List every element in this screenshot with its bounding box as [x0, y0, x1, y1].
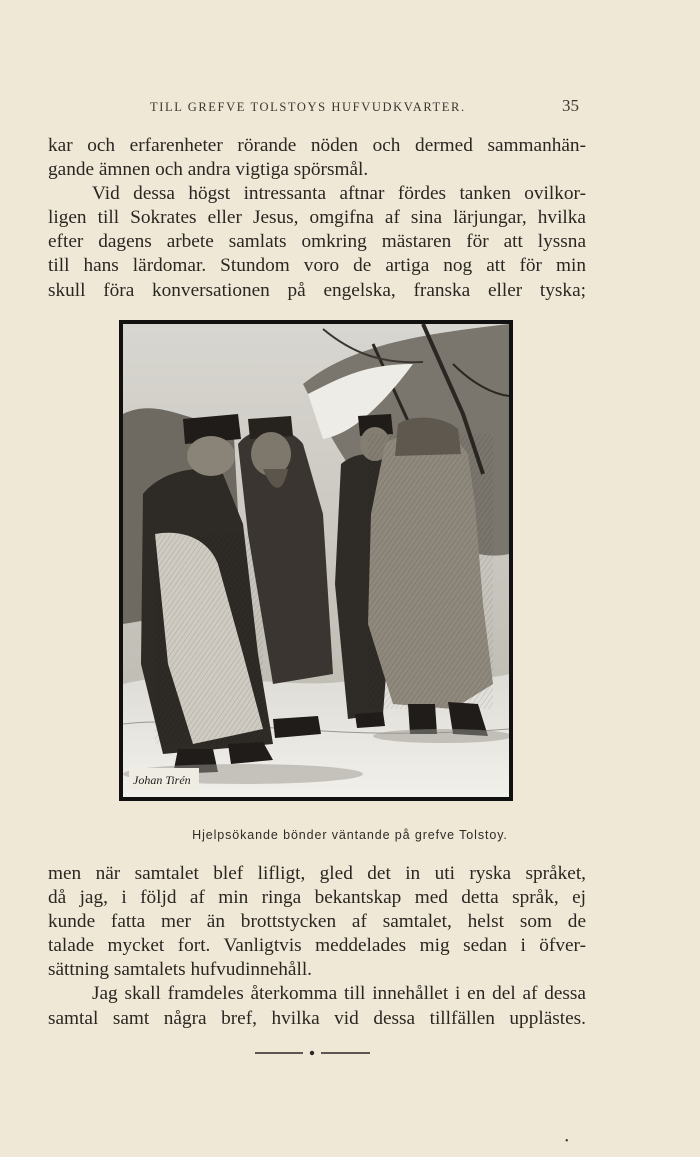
- text-line: skull föra konversationen på engelska, franska eller tyska;: [48, 279, 586, 301]
- text-line: till hans lärdomar. Stundom voro de artiga nog att för min: [48, 255, 586, 277]
- text-line: då jag, i följd af min ringa bekantskap med detta språk, ej: [48, 887, 586, 909]
- body-text-bottom: [48, 862, 586, 1031]
- page-number: 35: [562, 96, 579, 115]
- text-line: talade mycket fort. Vanligtvis meddelades mig sedan i öfver-: [48, 935, 586, 957]
- text-line: ligen till Sokrates eller Jesus, omgifna af sina lärjungar, hvilka: [48, 207, 586, 229]
- text-line: Vid dessa högst intressanta aftnar fördes tanken ovilkor-: [92, 183, 586, 205]
- section-end-ornament: [255, 1048, 370, 1058]
- text-line: kar och erfarenheter rörande nöden och dermed sammanhän-: [48, 135, 586, 156]
- text-line: men när samtalet blef lifligt, gled det in uti ryska språket,: [48, 863, 586, 884]
- stray-mark: •: [565, 1136, 569, 1147]
- text-line: gande ämnen och andra vigtiga spörsmål.: [48, 159, 369, 181]
- text-line: sättning samtalets hufvudinnehåll.: [48, 959, 312, 981]
- running-header: TILL GREFVE TOLSTOYS HUFVUDKVARTER.: [150, 100, 466, 114]
- illustration-frame: [119, 320, 513, 801]
- body-text-top: [48, 134, 586, 303]
- artist-signature: Johan Tirén: [133, 773, 191, 787]
- text-line: samtal samt några bref, hvilka vid dessa tillfällen upplästes.: [48, 1007, 586, 1029]
- illustration-peasants: [123, 324, 509, 797]
- figure-caption: Hjelpsökande bönder väntande på grefve Tolstoy.: [192, 828, 508, 842]
- text-line: kunde fatta mer än brottstycken af samtalet, helst som de: [48, 911, 586, 933]
- text-line: efter dagens arbete samlats omkring mästaren för att lyssna: [48, 231, 586, 253]
- text-line: Jag skall framdeles återkomma till innehållet i en del af dessa: [92, 983, 586, 1005]
